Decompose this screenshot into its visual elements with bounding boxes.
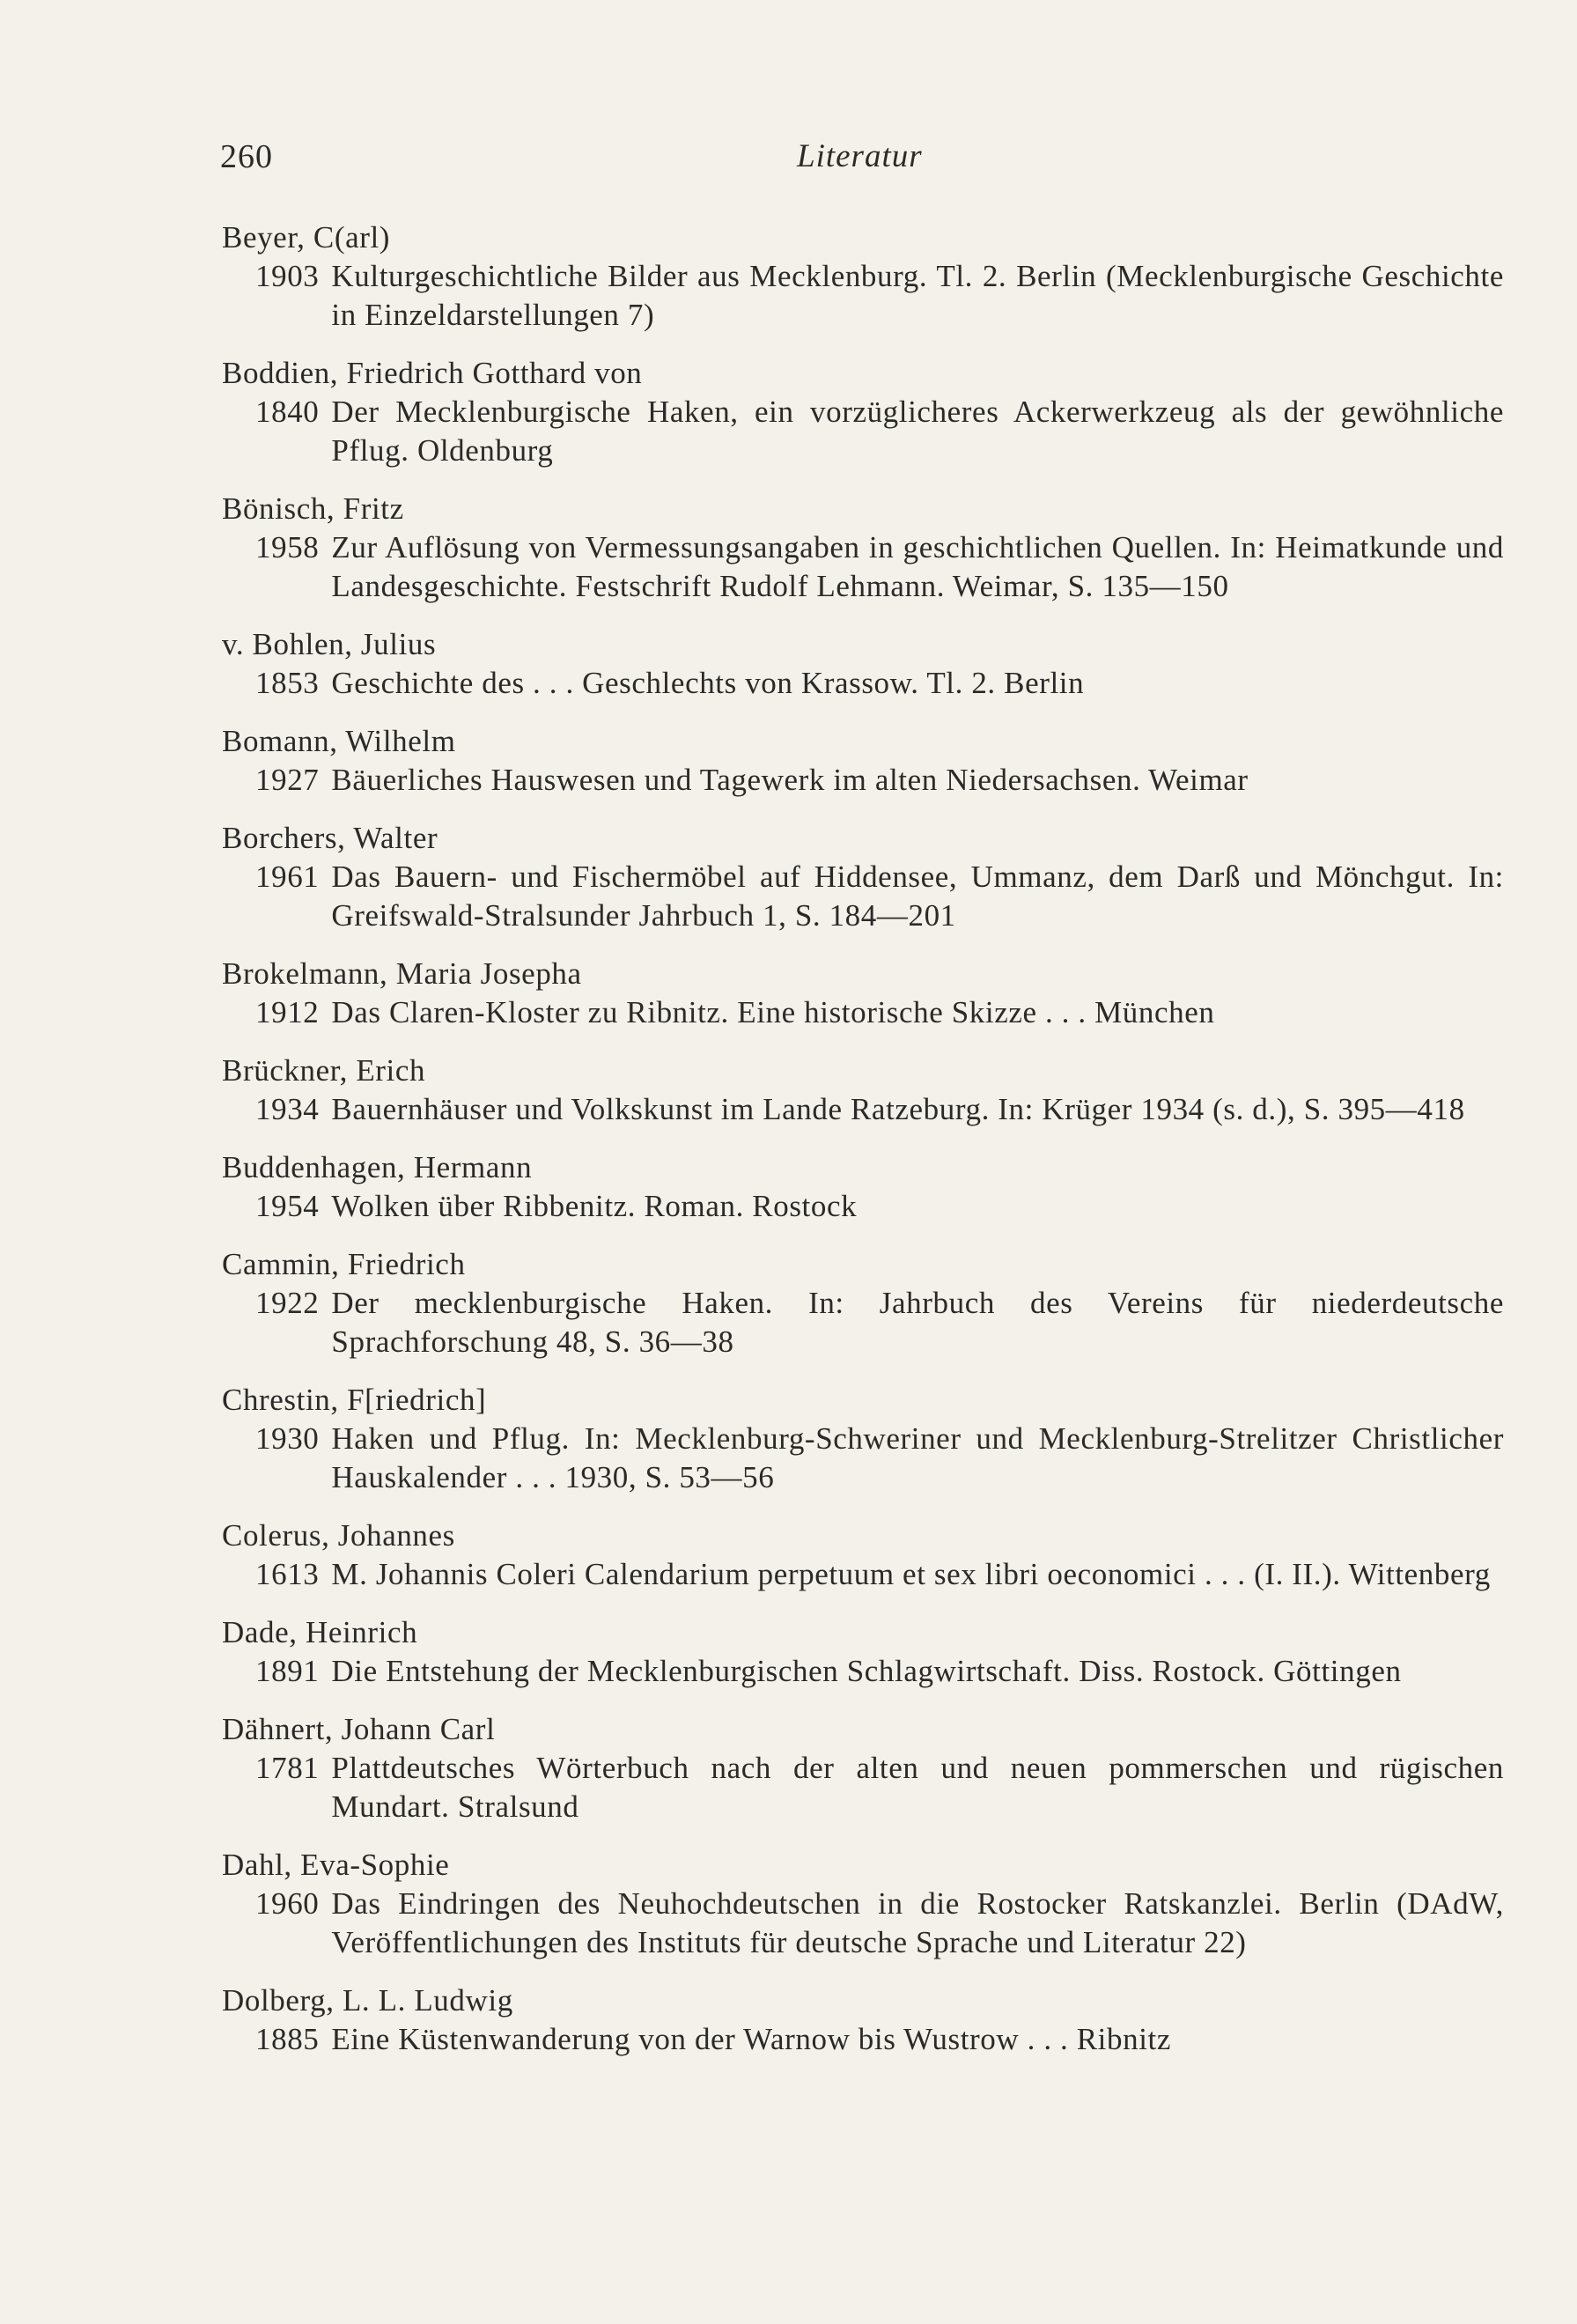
entry-title: Bäuerliches Hauswesen und Tagewerk im alten Niedersachsen. Weimar [331, 763, 1249, 797]
entry-year: 1840 [255, 395, 320, 429]
bibliography-entry [222, 1981, 1507, 2059]
bibliography-entry [222, 1148, 1507, 1226]
entry-work [222, 1749, 1507, 1826]
entry-year: 1930 [255, 1421, 320, 1456]
entry-title: Eine Küstenwanderung von der Warnow bis Wustrow . . . Ribnitz [331, 2022, 1171, 2056]
bibliography-entry [222, 722, 1507, 800]
entry-title: Plattdeutsches Wörterbuch nach der alten und neuen pommerschen und rügischen Mundart. Stralsund [331, 1751, 1504, 1824]
entry-title: M. Johannis Coleri Calendarium perpetuum et sex libri oeconomici . . . (I. II.). Wittenberg [331, 1557, 1491, 1591]
entry-year: 1613 [255, 1557, 320, 1591]
entry-title: Geschichte des . . . Geschlechts von Krassow. Tl. 2. Berlin [331, 666, 1085, 700]
entry-author: Chrestin, F[riedrich] [222, 1383, 487, 1417]
entry-author: Dahl, Eva-Sophie [222, 1848, 450, 1882]
entry-author: Brokelmann, Maria Josepha [222, 956, 582, 991]
entry-year: 1912 [255, 995, 320, 1029]
entry-title: Das Claren-Kloster zu Ribnitz. Eine historische Skizze . . . München [331, 995, 1215, 1029]
entry-work [222, 664, 1507, 703]
entry-author: v. Bohlen, Julius [222, 627, 437, 661]
bibliography-entry [222, 1613, 1507, 1691]
entry-year: 1922 [255, 1286, 320, 1320]
entry-author: Bönisch, Fritz [222, 491, 404, 526]
bibliography-entry [222, 218, 1507, 335]
entry-author: Brückner, Erich [222, 1053, 426, 1088]
entry-work [222, 1885, 1507, 1962]
entry-year: 1891 [255, 1654, 320, 1688]
entry-title: Das Bauern- und Fischermöbel auf Hiddensee, Ummanz, dem Darß und Mönchgut. In: Greifswald-Stralsunder Jahrbuch 1, S. 184—201 [331, 860, 1504, 933]
entry-year: 1961 [255, 860, 320, 894]
entry-work [222, 1652, 1507, 1691]
entry-year: 1781 [255, 1751, 320, 1785]
entry-work [222, 257, 1507, 335]
entry-title: Bauernhäuser und Volkskunst im Lande Ratzeburg. In: Krüger 1934 (s. d.), S. 395—418 [331, 1092, 1465, 1126]
bibliography-entry [222, 1245, 1507, 1361]
entry-title: Haken und Pflug. In: Mecklenburg-Schweriner und Mecklenburg-Strelitzer Christlicher Hauskalender . . . 1930, S. 53—56 [331, 1421, 1504, 1494]
bibliography-entry [222, 1516, 1507, 1594]
entry-work [222, 1090, 1507, 1129]
bibliography-entry [222, 1051, 1507, 1129]
entry-work [222, 1187, 1507, 1226]
entry-author: Beyer, C(arl) [222, 220, 391, 255]
page-header [220, 137, 1506, 181]
entry-title: Der Mecklenburgische Haken, ein vorzüglicheres Ackerwerkzeug als der gewöhnliche Pflug. Oldenburg [331, 395, 1504, 468]
entry-year: 1885 [255, 2022, 320, 2056]
running-head: Literatur [797, 138, 923, 174]
bibliography-entry [222, 819, 1507, 935]
entry-year: 1958 [255, 530, 320, 564]
entry-work [222, 2020, 1507, 2059]
entry-author: Colerus, Johannes [222, 1518, 455, 1553]
entry-title: Das Eindringen des Neuhochdeutschen in die Rostocker Ratskanzlei. Berlin (DAdW, Veröffentlichungen des Instituts für deutsche Sprache und Literatur 22) [331, 1886, 1504, 1959]
entry-year: 1960 [255, 1886, 320, 1921]
entry-year: 1927 [255, 763, 320, 797]
entry-work [222, 528, 1507, 606]
entry-work [222, 993, 1507, 1032]
entry-work [222, 761, 1507, 800]
entry-title: Zur Auflösung von Vermessungsangaben in geschichtlichen Quellen. In: Heimatkunde und Landesgeschichte. Festschrift Rudolf Lehmann. Weimar, S. 135—150 [331, 530, 1504, 603]
entry-author: Dähnert, Johann Carl [222, 1712, 496, 1746]
bibliography-entry [222, 490, 1507, 606]
bibliography-entry [222, 1381, 1507, 1497]
entry-author: Dolberg, L. L. Ludwig [222, 1983, 513, 2018]
entry-title: Der mecklenburgische Haken. In: Jahrbuch des Vereins für niederdeutsche Sprachforschung 48, S. 36—38 [331, 1286, 1504, 1359]
entry-year: 1853 [255, 666, 320, 700]
entry-author: Dade, Heinrich [222, 1615, 418, 1649]
bibliography-list [222, 218, 1507, 2078]
entry-year: 1903 [255, 259, 320, 293]
entry-title: Kulturgeschichtliche Bilder aus Mecklenburg. Tl. 2. Berlin (Mecklenburgische Geschichte in Einzeldarstellungen 7) [331, 259, 1504, 332]
entry-work [222, 393, 1507, 470]
entry-author: Cammin, Friedrich [222, 1247, 466, 1281]
entry-year: 1934 [255, 1092, 320, 1126]
bibliography-entry [222, 354, 1507, 470]
entry-work [222, 1284, 1507, 1361]
bibliography-entry [222, 1846, 1507, 1962]
entry-work [222, 858, 1507, 935]
page-number: 260 [220, 138, 273, 175]
entry-year: 1954 [255, 1189, 320, 1223]
entry-work [222, 1555, 1507, 1594]
entry-author: Bomann, Wilhelm [222, 724, 456, 758]
bibliography-entry [222, 1710, 1507, 1826]
entry-author: Borchers, Walter [222, 821, 438, 855]
entry-author: Boddien, Friedrich Gotthard von [222, 356, 643, 390]
entry-title: Wolken über Ribbenitz. Roman. Rostock [331, 1189, 858, 1223]
entry-title: Die Entstehung der Mecklenburgischen Schlagwirtschaft. Diss. Rostock. Göttingen [331, 1654, 1402, 1688]
bibliography-entry [222, 625, 1507, 703]
entry-author: Buddenhagen, Hermann [222, 1150, 533, 1184]
bibliography-entry [222, 955, 1507, 1032]
entry-work [222, 1420, 1507, 1497]
